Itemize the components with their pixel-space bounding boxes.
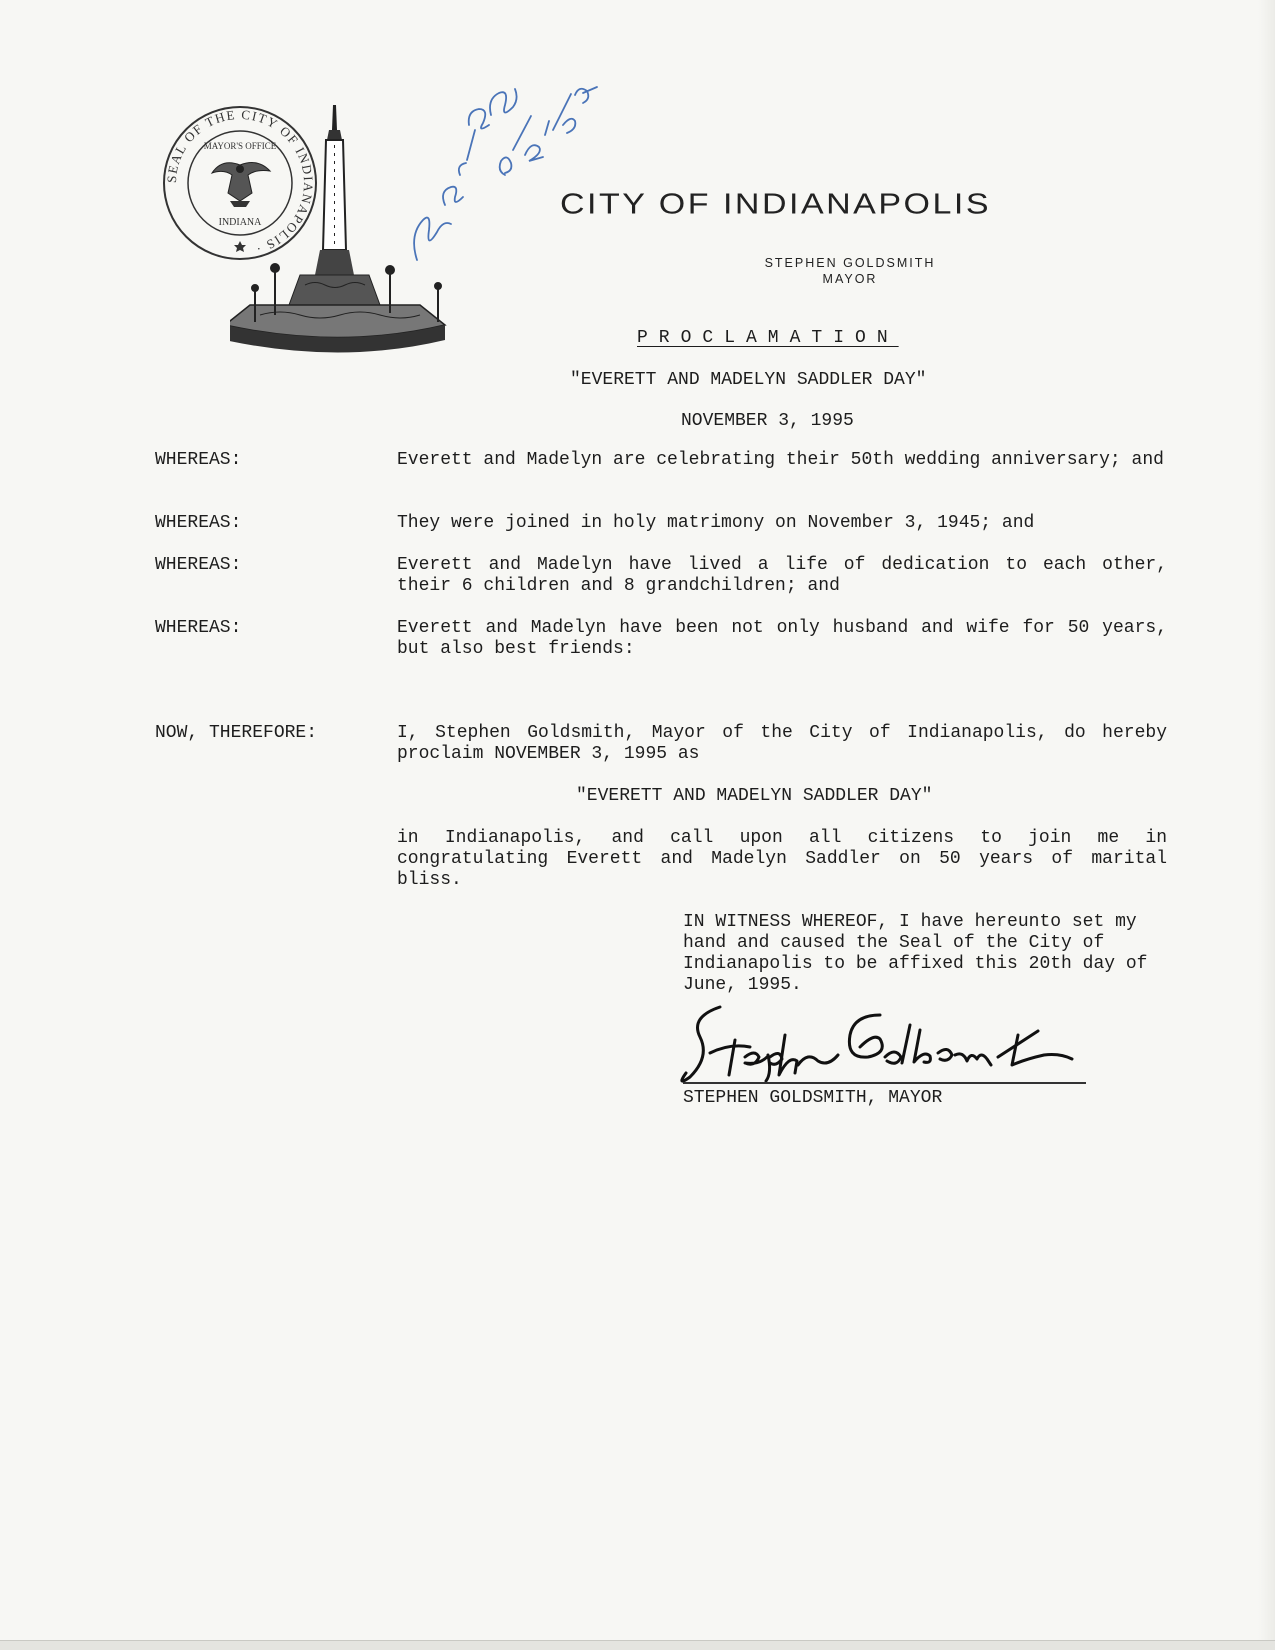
svg-text:SEAL OF THE CITY OF INDIANAPOL: SEAL OF THE CITY OF INDIANAPOLIS · [163,106,317,258]
whereas-label: WHEREAS: [155,450,242,470]
whereas-text: They were joined in holy matrimony on November 3, 1945; and [397,513,1035,533]
proclaimed-day-name: "EVERETT AND MADELYN SADDLER DAY" [576,786,933,806]
city-name-heading: CITY OF INDIANAPOLIS [560,188,992,221]
closing-text: in Indianapolis, and call upon all citizens to join me in congratulating Everett and Madelyn Saddler on 50 years of marital bliss. [397,828,1167,890]
signatory-name: STEPHEN GOLDSMITH, MAYOR [683,1088,943,1108]
whereas-label: WHEREAS: [155,555,242,575]
witness-statement: IN WITNESS WHEREOF, I have hereunto set my hand and caused the Seal of the City of Indianapolis to be affixed this 20th day of June, 1995. [683,912,1148,995]
whereas-label: WHEREAS: [155,513,242,533]
whereas-text: Everett and Madelyn have lived a life of dedication to each other, their 6 children and 8 grandchildren; and [397,555,1167,596]
therefore-label: NOW, THEREFORE: [155,723,318,743]
therefore-text: I, Stephen Goldsmith, Mayor of the City of Indianapolis, do hereby proclaim NOVEMBER 3, 1995 as [397,723,1167,764]
letterhead-mayor-name: STEPHEN GOLDSMITH [764,256,936,270]
mayor-signature [680,995,1100,1085]
handwritten-mailed-note [405,55,605,295]
svg-text:INDIANA: INDIANA [218,217,262,228]
signature-line [683,1082,1086,1084]
svg-text:MAYOR'S OFFICE: MAYOR'S OFFICE [203,141,277,151]
proclamation-title: "EVERETT AND MADELYN SADDLER DAY" [570,370,927,390]
whereas-text: Everett and Madelyn have been not only husband and wife for 50 years, but also best friends: [397,618,1167,659]
proclamation-heading: PROCLAMATION [637,328,899,348]
whereas-text: Everett and Madelyn are celebrating their 50th wedding anniversary; and [397,450,1164,470]
letterhead-mayor-title: MAYOR [822,272,878,286]
page-edge-shadow [1258,0,1275,1640]
proclamation-date: NOVEMBER 3, 1995 [681,411,854,431]
whereas-label: WHEREAS: [155,618,242,638]
